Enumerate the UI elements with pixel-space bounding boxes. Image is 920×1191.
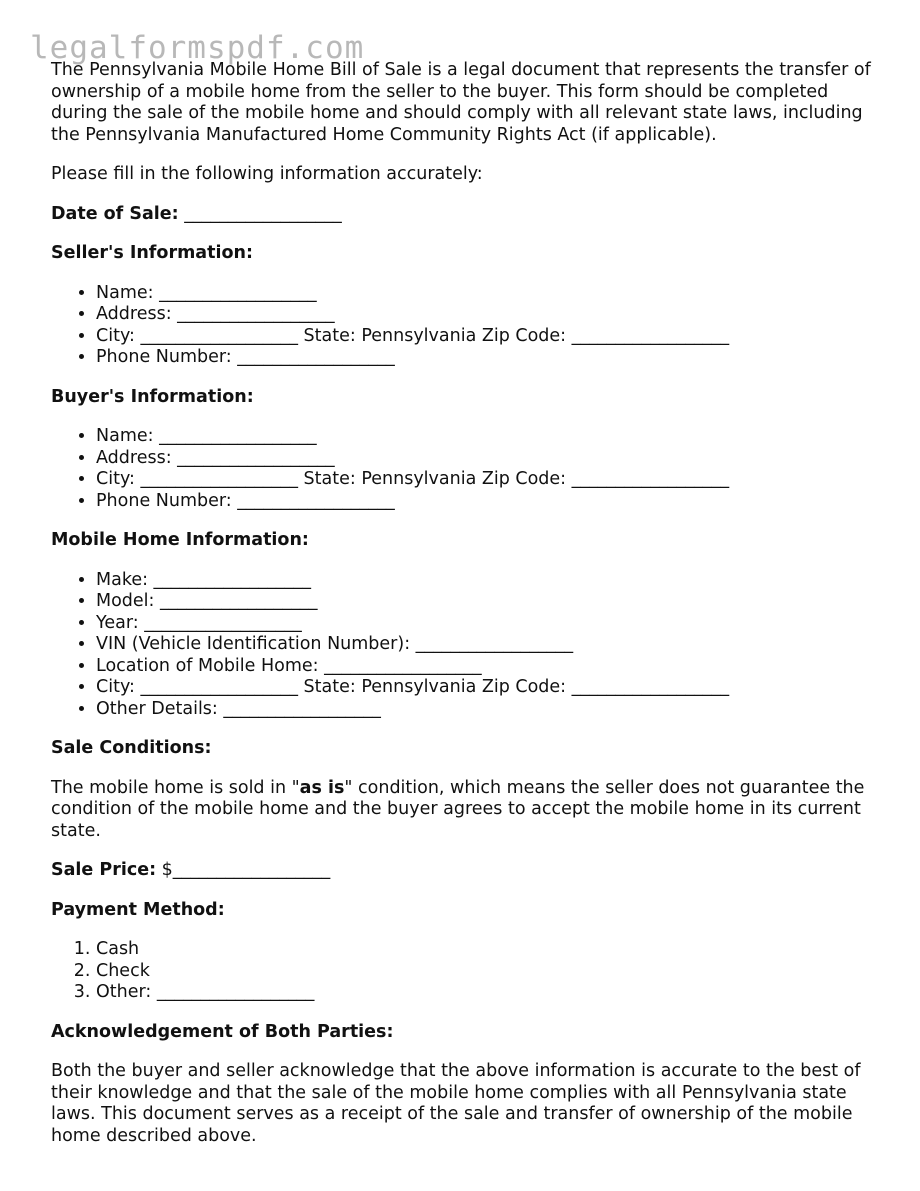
date-of-sale-blank: __________________ [184,203,342,224]
mobile-home-list [51,570,881,721]
buyer-name-item: • Name: __________________ [96,426,881,448]
sale-price-label: Sale Price: [51,860,157,880]
mobile-home-model-item: • Model: __________________ [96,591,881,613]
buyer-phone-item: • Phone Number: __________________ [96,491,881,513]
sale-conditions-text-before: The mobile home is sold in " [51,777,300,798]
payment-heading: Payment Method: [51,899,225,920]
document-body [51,60,881,1165]
acknowledgement-paragraph: Both the buyer and seller acknowledge that the above information is accurate to the best of their knowledge and that the sale of the mobile home complies with all Pennsylvania state laws. This document serves as a receipt of the sale and transfer of ownership of the mobile home described above. [51,1061,861,1146]
mobile-home-vin-item: • VIN (Vehicle Identification Number): __________________ [96,634,881,656]
seller-name-item: • Name: __________________ [96,283,881,305]
seller-address-item: • Address: __________________ [96,304,881,326]
sale-conditions-heading: Sale Conditions: [51,738,212,758]
payment-cash-item: 1. Cash [96,939,881,961]
mobile-home-make-item: • Make: __________________ [96,570,881,592]
acknowledgement-heading: Acknowledgement of Both Parties: [51,1021,394,1042]
instruction-paragraph: Please fill in the following information accurately: [51,164,483,184]
sale-conditions-paragraph [51,778,881,843]
date-of-sale-line [51,204,881,226]
sale-price-blank: $__________________ [161,860,331,880]
sale-conditions-text-after: " condition, which means the seller does not guarantee the condition of the mobile home and the buyer agrees to accept the mobile home in its current state. [51,777,865,841]
as-is-emphasis: as is [299,777,345,798]
mobile-home-year-item: • Year: __________________ [96,613,881,635]
date-of-sale-label: Date of Sale: [51,203,179,224]
payment-other-item: 3. Other: __________________ [96,982,881,1004]
mobile-home-other-item: • Other Details: __________________ [96,699,881,721]
seller-heading: Seller's Information: [51,243,253,263]
intro-paragraph: The Pennsylvania Mobile Home Bill of Sale is a legal document that represents the transfer of ownership of a mobile home from the seller to the buyer. This form should be completed during the sale of the mobile home and should comply with all relevant state laws, including the Pennsylvania Manufactured Home Community Rights Act (if applicable). [51,60,871,145]
buyer-city-item: • City: __________________ State: Pennsylvania Zip Code: __________________ [96,469,881,491]
buyer-list [51,426,881,512]
sale-price-line [51,860,881,882]
seller-phone-item: • Phone Number: __________________ [96,347,881,369]
watermark-logo: legalformspdf.com [30,30,365,66]
seller-list [51,283,881,369]
payment-list [51,939,881,1004]
mobile-home-heading: Mobile Home Information: [51,530,309,550]
buyer-address-item: • Address: __________________ [96,448,881,470]
seller-city-item: • City: __________________ State: Pennsylvania Zip Code: __________________ [96,326,881,348]
payment-check-item: 2. Check [96,961,881,983]
mobile-home-location-item: • Location of Mobile Home: __________________ [96,656,881,678]
buyer-heading: Buyer's Information: [51,386,254,407]
mobile-home-city-item: • City: __________________ State: Pennsylvania Zip Code: __________________ [96,677,881,699]
